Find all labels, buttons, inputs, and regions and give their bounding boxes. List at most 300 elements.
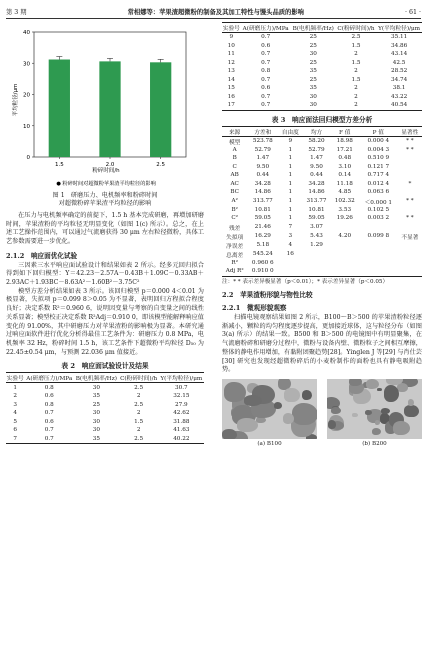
table-cell: 1 <box>288 146 293 153</box>
table-row <box>222 259 422 268</box>
table-cell <box>398 163 422 172</box>
column-header: Y(平均粒径)/μm <box>376 23 422 33</box>
table-cell: * <box>408 180 412 187</box>
table-cell: 0.510 9 <box>367 155 390 162</box>
table-cell: 102.32 <box>334 198 355 204</box>
table-cell: 25 <box>309 76 317 83</box>
table-cell: Adj R² <box>222 267 247 276</box>
table-cell: 35 <box>74 434 119 443</box>
table-row <box>222 250 422 259</box>
table-cell <box>359 259 398 268</box>
column-header: F 值 <box>331 126 359 136</box>
table-cell: 2 <box>13 393 18 400</box>
table-cell: 0.14 <box>338 172 352 179</box>
table-cell: C <box>232 163 237 170</box>
particle <box>384 385 400 402</box>
table-cell: 0.7 <box>241 101 291 110</box>
table-row <box>222 67 422 76</box>
table-cell: 1 <box>288 180 293 187</box>
particle <box>328 420 337 428</box>
table-row <box>222 84 422 93</box>
table-cell: 9.50 <box>310 163 323 170</box>
column-header: B(电机频率/Hz) <box>74 373 119 383</box>
table-cell: R² <box>231 259 238 266</box>
table-cell: 7 <box>288 224 293 230</box>
column-header: P 值 <box>359 126 398 136</box>
table-cell: ＜0.000 1 <box>364 199 392 206</box>
column-header: C(粉碎时间)/h <box>336 23 376 33</box>
table-cell: 0.6 <box>261 85 271 92</box>
table-row <box>222 223 422 232</box>
table-cell: 0.44 <box>256 172 270 179</box>
column-header: B(电机频率/Hz) <box>291 23 336 33</box>
table-cell: 59.05 <box>254 215 271 222</box>
table-cell: 1.5 <box>351 42 361 49</box>
table-cell: 净误差 <box>226 243 244 250</box>
table-cell: 2.5 <box>134 384 144 391</box>
table-cell: 3.53 <box>338 206 352 213</box>
table-cell: B² <box>231 206 238 213</box>
table-cell: 40.22 <box>159 434 204 443</box>
table-cell: 31.88 <box>173 418 190 425</box>
particle <box>224 382 246 402</box>
running-title: 常相娜等：苹果渣超微粉的制备及其加工特性与馒头品质的影响 <box>127 9 304 16</box>
table-cell: 1 <box>288 198 293 204</box>
column-header: 显著性 <box>398 126 422 136</box>
table-cell: 16 <box>286 251 294 257</box>
table-cell: 10 <box>227 42 235 49</box>
table-cell: 25 <box>309 42 317 49</box>
y-tick-label: 20 <box>23 92 30 99</box>
x-axis-label: 粉碎时间/h <box>92 168 120 174</box>
table-cell: A <box>232 146 237 153</box>
table-cell: 0.6 <box>44 418 54 425</box>
y-tick-label: 40 <box>23 30 30 36</box>
bar <box>99 61 120 157</box>
table-cell: 4.85 <box>338 189 352 196</box>
table-cell: 38.1 <box>392 85 406 92</box>
table-3 <box>222 126 422 277</box>
x-tick-label: 1.5 <box>54 162 64 168</box>
table-cell: 35 <box>309 85 317 92</box>
table-cell: 9 <box>288 138 293 144</box>
table-cell: 35 <box>92 393 100 400</box>
table-cell: 40.54 <box>376 101 422 110</box>
table-header-row <box>6 373 204 383</box>
sem-image-b200 <box>327 379 422 439</box>
table-cell <box>331 223 359 232</box>
y-tick-label: 0 <box>26 155 30 161</box>
table-cell: 0.8 <box>261 68 271 75</box>
column-header: C(粉碎时间)/h <box>119 373 159 383</box>
table-cell: 0.7 <box>261 93 271 100</box>
table-cell <box>398 223 422 232</box>
table-cell: 16.29 <box>254 233 271 239</box>
table-cell: 13 <box>227 68 235 75</box>
table-cell: 0.6 <box>261 42 271 49</box>
table-cell: 17.21 <box>336 146 353 153</box>
table-cell: 0.063 6 <box>367 189 390 196</box>
table-cell <box>359 223 398 232</box>
table-cell: 34.28 <box>308 180 325 187</box>
table-cell: 0.000 4 <box>367 138 390 144</box>
table-cell: 18.98 <box>336 138 353 144</box>
table-cell: * * <box>406 138 414 144</box>
table-row <box>222 146 422 155</box>
table-cell: 1.47 <box>256 155 270 162</box>
particle <box>408 399 414 406</box>
table-header-row <box>222 126 422 136</box>
table-cell: 1 <box>288 155 293 162</box>
table-cell: 1.47 <box>310 155 323 162</box>
table-cell: 14 <box>227 76 235 83</box>
table-cell: 1 <box>13 384 18 391</box>
table-cell: 1.5 <box>351 76 361 83</box>
table-cell: 5.43 <box>310 233 323 239</box>
table-cell: 34.28 <box>254 180 271 187</box>
table-cell: 0.48 <box>338 155 352 162</box>
table-row <box>222 241 422 250</box>
table-row <box>6 400 204 409</box>
table-cell: 1 <box>288 163 293 170</box>
table-cell: 58.20 <box>308 138 325 144</box>
table-cell: 5.18 <box>256 242 270 248</box>
table-cell: 0.7 <box>261 76 271 83</box>
table-cell: 2 <box>136 427 141 434</box>
table-cell: 35.11 <box>390 34 408 41</box>
sem-photo-b200 <box>327 379 422 447</box>
particle <box>284 388 299 402</box>
table-cell: 1 <box>288 189 293 196</box>
table-cell <box>398 259 422 268</box>
table-cell: 0.7 <box>261 51 271 58</box>
table-cell: 25 <box>92 401 100 408</box>
table-cell: BC <box>230 189 239 196</box>
table-row <box>6 426 204 435</box>
sem-image-b100 <box>222 379 317 439</box>
table-cell: 42.62 <box>173 410 190 417</box>
table-2-title: 表 2 响应面试验设计及结果 <box>61 362 149 371</box>
right-column <box>222 22 422 447</box>
table-cell <box>398 188 422 197</box>
particle <box>352 413 358 417</box>
table-cell: 15 <box>227 85 235 92</box>
table-cell: 1 <box>288 206 293 213</box>
table-2-continued <box>222 22 422 111</box>
table-cell: 30.7 <box>175 384 188 391</box>
x-tick-label: 2.0 <box>105 162 115 168</box>
x-tick-label: 2.5 <box>156 162 166 168</box>
table-cell: 30 <box>309 93 317 100</box>
table-cell <box>302 267 330 276</box>
sem-photo-b100 <box>222 379 317 447</box>
column-header: 实验号 <box>222 23 241 33</box>
table-cell: 失拟项 <box>226 234 244 241</box>
figure-2-photos <box>222 379 422 447</box>
table-cell: 25 <box>309 34 317 41</box>
paragraph-sem: 扫描电镜观察结果如图 2 所示，B100～B＞500 的苹果渣粉粒径逐渐减小，颗粒的均匀程度逐步提高，更加接近球体，这与粒径分布（如图 3(a) 所示）的结果一致。B500 和 B＞500 的电镜图中有明显聚集，在气流磨粉碎和研磨分过程中，微粉与设备内壁、微粉粒子之间相互摩擦，整体的静电作用增加，有黏附团聚趋势[28]。Yinglen J 等[29] 与肖仕芸[30] 研究也发现经超微粉碎后的小麦粉制作的面粉也具有静电吸附趋势。 <box>222 314 422 374</box>
table-cell: 3 <box>288 233 293 239</box>
table-cell: 1.29 <box>310 242 323 248</box>
table-cell <box>398 267 422 276</box>
table-cell: 34.74 <box>390 76 408 83</box>
table-cell: 2 <box>354 85 358 92</box>
table-row <box>222 206 422 215</box>
table-cell: 4 <box>288 242 293 248</box>
table-row <box>6 383 204 392</box>
section-2-2: 2.2 苹果渣粉形貌与物性比较 <box>222 291 313 299</box>
figure-1-caption: 图 1 研磨压力、电机频率和粉碎时间 <box>52 192 158 199</box>
table-cell: 0.960 6 <box>251 259 274 266</box>
table-cell <box>331 267 359 276</box>
table-cell <box>278 259 302 268</box>
table-cell: 52.79 <box>254 146 271 153</box>
table-cell: 6 <box>13 427 18 434</box>
paragraph-anova: 模型方差分析结果如表 3 所示。该回归模型 p＝0.000 4＜0.01 为极显著，失拟项 p＝0.099 8＞0.05 为不显著，表明回归方程拟合程度良好；决定系数 R²＝0.960 6，说明因变量与考察的自变量之间的线性关系显著；模型校正决定系数 R²Adj＝0.910 0，即该模型能解释响应值变化的 91.00%，其中研磨压力对苹果渣粉的影响极为显著。本研究通过响应面软件进行优化分析得最佳工艺条件为：研磨压力 0.8 MPa，电机频率 32 Hz，粉碎时间 1.5 h，该工艺条件下超微粉平均粒径 D₅₀ 为 22.45±0.54 μm，与预测 22.036 μm 值接近。 <box>6 287 204 356</box>
table-cell: 2.5 <box>119 434 159 443</box>
table-cell: 0.8 <box>44 401 54 408</box>
particle <box>377 388 382 392</box>
table-cell: 3.07 <box>310 224 323 230</box>
table-row <box>222 171 422 180</box>
figure-1 <box>6 22 204 192</box>
table-cell: 42.5 <box>392 59 406 66</box>
table-cell <box>331 250 359 259</box>
table-cell: 0.7 <box>261 34 271 41</box>
table-header-row <box>222 23 422 33</box>
table-cell: 19.26 <box>336 215 353 222</box>
particle <box>283 413 294 423</box>
table-cell: 27.9 <box>175 401 188 408</box>
table-cell: 2.5 <box>134 401 144 408</box>
table-cell <box>398 171 422 180</box>
table-cell <box>331 259 359 268</box>
table-row <box>222 136 422 146</box>
column-header: A(研磨压力)/MPa <box>24 373 74 383</box>
bar-chart <box>6 22 204 192</box>
table-cell: 9 <box>229 34 234 41</box>
table-row <box>6 434 204 443</box>
particle <box>292 403 317 424</box>
column-header: Y(平均粒径)/μm <box>159 373 204 383</box>
table-cell: 3 <box>13 401 18 408</box>
table-cell: AC <box>230 180 239 187</box>
table-cell: 11 <box>227 51 235 58</box>
table-cell: 30 <box>92 418 100 425</box>
table-cell: 0.099 8 <box>367 233 390 239</box>
column-header: 自由度 <box>278 126 302 136</box>
table-cell: 0.910 0 <box>247 267 278 276</box>
table-cell: 12 <box>227 59 235 66</box>
table-cell <box>398 206 422 215</box>
table-cell: 0.7 <box>44 410 54 417</box>
table-cell: 不显著 <box>401 234 419 241</box>
column-header: 方差和 <box>247 126 278 136</box>
table-cell: 0.121 7 <box>367 163 390 170</box>
table-cell: 25 <box>309 59 317 66</box>
table-cell: 28.52 <box>390 68 408 75</box>
table-cell: 模型 <box>229 139 241 146</box>
y-tick-label: 30 <box>23 61 30 68</box>
table-cell: * * <box>406 146 414 153</box>
table-cell: C² <box>231 215 238 222</box>
table-row <box>222 93 422 102</box>
table-cell: 总离差 <box>226 252 244 259</box>
table-3-note: 注：* * 表示差异极显著（p＜0.01）；* 表示差异显著（p＜0.05） <box>222 278 389 285</box>
table-cell: 17 <box>222 101 241 110</box>
table-cell: 14.86 <box>308 189 325 196</box>
y-tick-label: 10 <box>23 123 30 130</box>
table-cell: 0.7 <box>261 59 271 66</box>
table-row <box>222 232 422 241</box>
particle <box>372 428 382 435</box>
table-cell: 0.7 <box>24 434 74 443</box>
table-cell <box>398 154 422 163</box>
bar <box>150 62 171 157</box>
table-row <box>222 42 422 51</box>
table-cell: 10.81 <box>254 206 271 213</box>
table-cell <box>331 241 359 250</box>
column-header: 均方 <box>302 126 330 136</box>
table-row <box>222 33 422 42</box>
table-cell: 16 <box>227 93 235 100</box>
table-cell: 2.5 <box>351 34 361 41</box>
table-cell: 1.5 <box>351 59 361 66</box>
particle <box>237 418 258 432</box>
table-cell: 2 <box>354 93 358 100</box>
table-row <box>6 409 204 418</box>
table-cell: 0.7 <box>44 427 54 434</box>
y-axis-label: 平均粒径/μm <box>13 83 19 117</box>
table-cell <box>359 250 398 259</box>
table-row <box>222 180 422 189</box>
table-cell: 2 <box>336 101 376 110</box>
table-cell: 0.003 2 <box>367 215 390 222</box>
table-cell: A² <box>231 198 238 204</box>
table-cell: 34.86 <box>390 42 408 49</box>
table-cell: 43.22 <box>390 93 408 100</box>
table-row <box>222 101 422 110</box>
particle <box>302 390 312 400</box>
table-cell: 59.05 <box>308 215 325 222</box>
table-cell <box>398 250 422 259</box>
table-cell: AB <box>230 172 239 179</box>
table-cell <box>398 241 422 250</box>
table-cell: 1 <box>288 172 293 179</box>
table-cell: 30 <box>92 384 100 391</box>
bar <box>49 60 70 158</box>
particle <box>222 429 236 439</box>
table-cell: 30 <box>309 51 317 58</box>
table-cell: 0.004 3 <box>367 146 390 153</box>
table-cell: B <box>232 155 237 162</box>
table-cell: 0.717 4 <box>367 172 390 179</box>
table-cell: 21.46 <box>254 224 271 230</box>
table-row <box>222 197 422 206</box>
particle <box>393 421 410 435</box>
table-cell: 2 <box>136 393 141 400</box>
table-row <box>222 59 422 68</box>
running-header <box>6 4 421 19</box>
particle <box>381 408 390 414</box>
table-cell: 313.77 <box>306 198 327 204</box>
table-cell: 0.8 <box>44 384 54 391</box>
table-cell: * * <box>406 215 414 222</box>
table-cell: * * <box>406 198 414 204</box>
table-row <box>222 163 422 172</box>
section-2-2-1: 2.2.1 微观形貌观察 <box>222 304 287 312</box>
table-cell: 3.10 <box>338 163 352 170</box>
particle <box>244 395 262 406</box>
table-row <box>222 214 422 223</box>
particle <box>331 407 342 414</box>
table-cell: 1.5 <box>134 418 144 425</box>
table-cell: 35 <box>309 68 317 75</box>
table-cell: 43.14 <box>390 51 408 58</box>
column-header: A(研磨压力)/MPa <box>241 23 291 33</box>
table-cell: 313.77 <box>252 198 273 204</box>
table-cell: 1 <box>288 215 293 222</box>
particle <box>375 420 380 425</box>
table-row <box>6 392 204 401</box>
table-cell <box>302 250 330 259</box>
table-cell: 2 <box>354 51 358 58</box>
table-cell: 7 <box>6 434 24 443</box>
table-cell <box>278 267 302 276</box>
table-cell: 545.24 <box>252 251 273 257</box>
issue-number: 第 3 期 <box>6 9 27 16</box>
column-header: 实验号 <box>6 373 24 383</box>
table-cell: 残差 <box>229 225 241 232</box>
table-cell: 4.20 <box>338 233 352 239</box>
sem-photo-label: (b) B200 <box>362 440 387 447</box>
paragraph-rsm-design: 三因素三水平响应面试验设计和结果如表 2 所示。经多元回归拟合得到如下回归模型：Y＝42.23－2.57A－0.43B＋1.09C－0.33AB＋2.93AC＋1.93BC－8.63A²－1.60B²－3.75C² <box>6 261 204 287</box>
table-2 <box>6 372 204 444</box>
table-cell: 2 <box>136 410 141 417</box>
table-row <box>222 154 422 163</box>
table-cell <box>302 259 330 268</box>
figure-1-caption-line2: 对超微粉碎苹果渣平均粒径的影响 <box>58 200 152 208</box>
table-cell: 52.79 <box>308 146 325 153</box>
table-row <box>222 267 422 276</box>
table-cell: 11.18 <box>336 180 353 187</box>
sem-photo-label: (a) B100 <box>257 440 282 447</box>
table-cell: 32.15 <box>173 393 190 400</box>
table-cell: 30 <box>92 427 100 434</box>
table-cell: 14.86 <box>254 189 271 196</box>
table-cell: 9.50 <box>256 163 270 170</box>
table-cell: 5 <box>13 418 18 425</box>
page-number: · 61 · <box>404 9 421 16</box>
table-cell: 30 <box>291 101 336 110</box>
section-2-1-2: 2.1.2 响应面优化试验 <box>6 251 78 260</box>
figure-legend: ● 粉碎时间对超微粉苹果渣平均粒径的影响 <box>56 181 156 187</box>
table-row <box>222 76 422 85</box>
table-cell: 2 <box>354 68 358 75</box>
particle <box>274 402 282 408</box>
table-cell <box>359 267 398 276</box>
column-header: 来源 <box>222 126 247 136</box>
table-cell: 10.81 <box>308 206 325 213</box>
table-cell: 0.6 <box>44 393 54 400</box>
table-cell: 30 <box>92 410 100 417</box>
table-cell: 41.63 <box>173 427 190 434</box>
table-row <box>222 188 422 197</box>
table-cell: 0.44 <box>310 172 323 179</box>
table-row <box>222 50 422 59</box>
paragraph-time-effect: 在压力与电机频率确定的前提下，1.5 h 基本完成研磨，再增加研磨时间，苹果渣粉的平均粒径无明显变化（如图 1(c) 所示）。总之，在上述工艺操作范围内，可以通过气流磨获得 30 μm 左右粒径微粉，具体工艺参数需要进一步优化。 <box>6 211 204 245</box>
table-cell: 0.012 4 <box>367 180 390 187</box>
